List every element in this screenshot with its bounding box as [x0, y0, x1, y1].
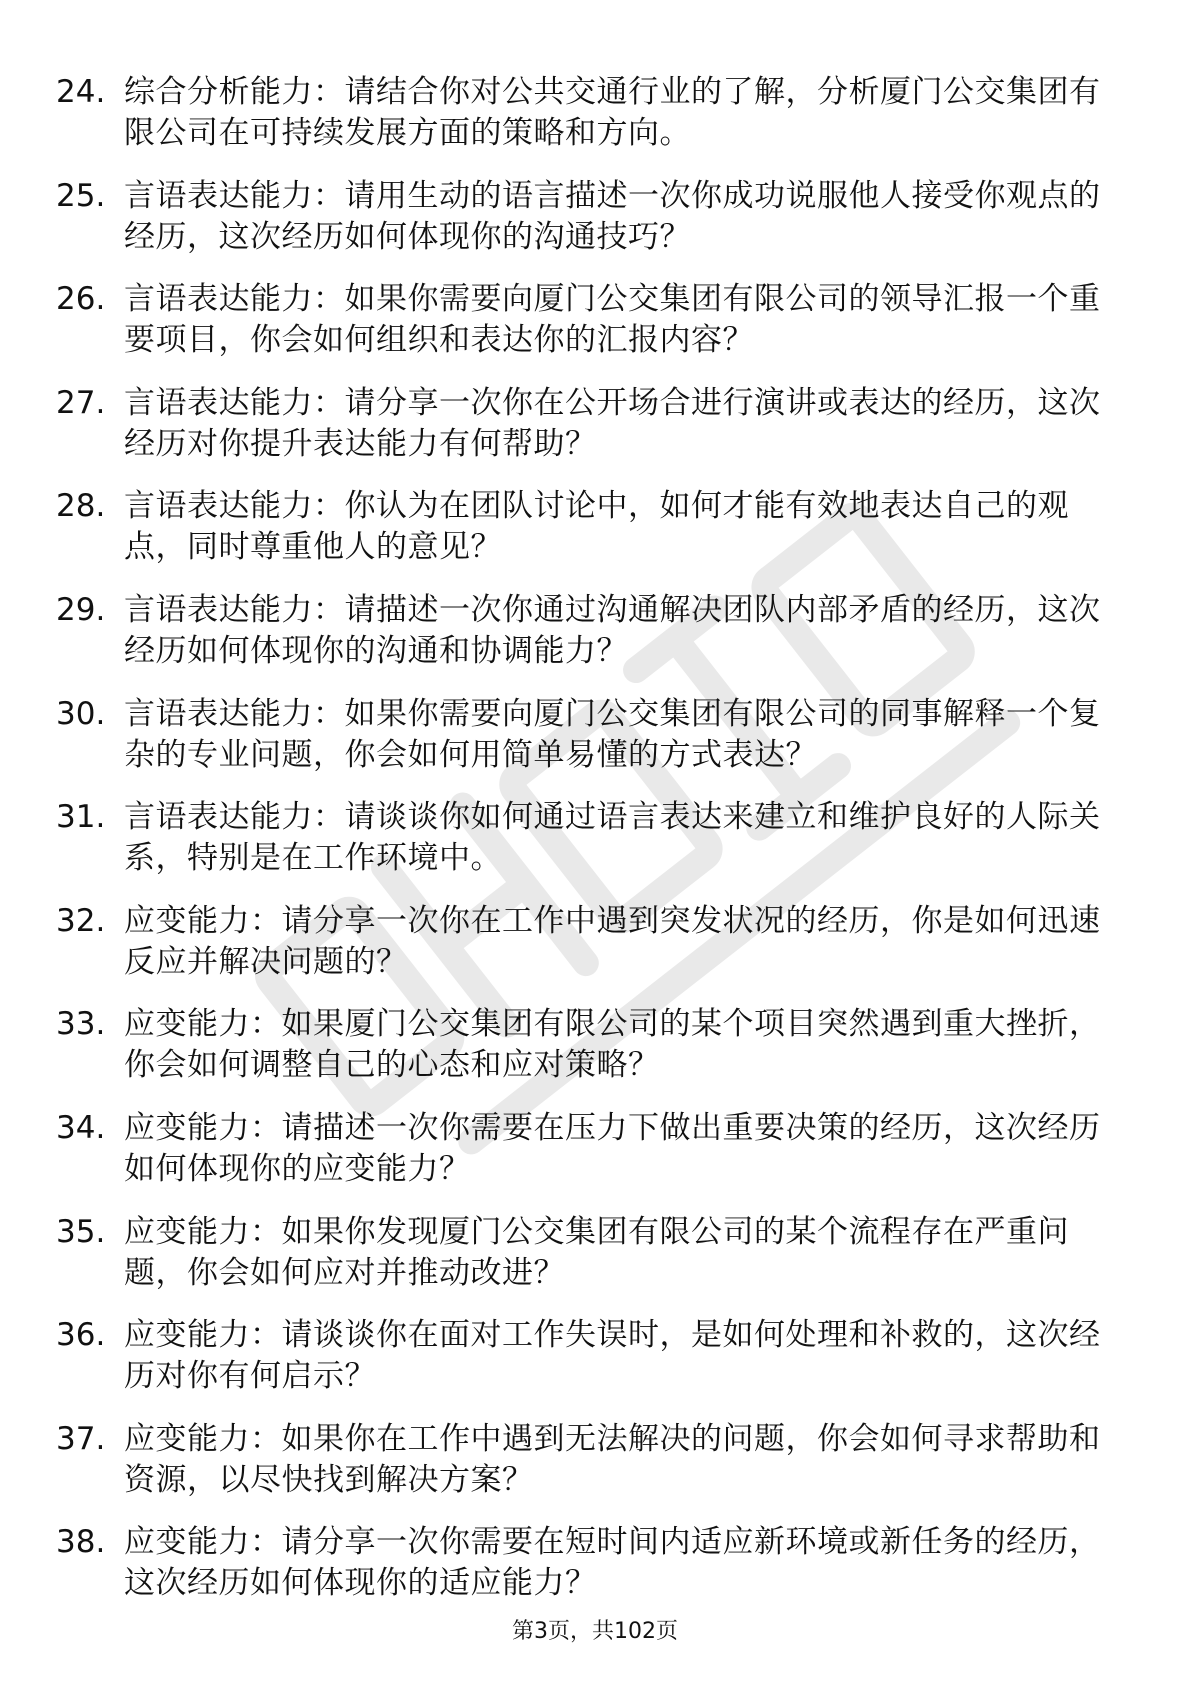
question-item-31 — [56, 797, 1126, 879]
question-item-29 — [56, 590, 1126, 672]
question-text: 应变能力：如果你在工作中遇到无法解决的问题，你会如何寻求帮助和资源，以尽快找到解决方案？ — [124, 1420, 1101, 1498]
question-text: 应变能力：如果厦门公交集团有限公司的某个项目突然遇到重大挫折，你会如何调整自己的心态和应对策略？ — [124, 1006, 1101, 1084]
question-item-38 — [56, 1522, 1126, 1604]
question-text: 应变能力：请谈谈你在面对工作失误时，是如何处理和补救的，这次经历对你有何启示？ — [124, 1317, 1101, 1395]
question-item-24 — [56, 72, 1126, 154]
question-item-33 — [56, 1004, 1126, 1086]
question-item-32 — [56, 901, 1126, 983]
question-item-35 — [56, 1212, 1126, 1294]
question-number: 33. — [56, 1006, 106, 1043]
question-number: 32. — [56, 902, 106, 939]
question-number: 35. — [56, 1213, 106, 1250]
question-text: 言语表达能力：如果你需要向厦门公交集团有限公司的同事解释一个复杂的专业问题，你会如何用简单易懂的方式表达？ — [124, 695, 1101, 773]
question-number: 34. — [56, 1109, 106, 1146]
question-text: 应变能力：请分享一次你在工作中遇到突发状况的经历，你是如何迅速反应并解决问题的？ — [124, 902, 1101, 980]
question-text: 言语表达能力：请分享一次你在公开场合进行演讲或表达的经历，这次经历对你提升表达能力有何帮助？ — [124, 384, 1101, 462]
question-number: 26. — [56, 281, 106, 318]
question-text: 应变能力：请描述一次你需要在压力下做出重要决策的经历，这次经历如何体现你的应变能力？ — [124, 1109, 1101, 1187]
question-item-28 — [56, 486, 1126, 568]
question-number: 25. — [56, 177, 106, 214]
question-item-36 — [56, 1315, 1126, 1397]
question-number: 38. — [56, 1524, 106, 1561]
question-item-25 — [56, 176, 1126, 258]
question-text: 言语表达能力：请描述一次你通过沟通解决团队内部矛盾的经历，这次经历如何体现你的沟通和协调能力？ — [124, 591, 1101, 669]
question-item-26 — [56, 279, 1126, 361]
question-number: 37. — [56, 1420, 106, 1457]
question-item-30 — [56, 694, 1126, 776]
question-item-27 — [56, 383, 1126, 465]
question-list — [56, 72, 1126, 1626]
question-number: 28. — [56, 488, 106, 525]
question-number: 36. — [56, 1317, 106, 1354]
question-item-37 — [56, 1419, 1126, 1501]
question-text: 应变能力：请分享一次你需要在短时间内适应新环境或新任务的经历，这次经历如何体现你的适应能力？ — [124, 1524, 1101, 1602]
question-number: 29. — [56, 591, 106, 628]
page-number-label: 第3页，共102页 — [512, 1619, 678, 1644]
question-text: 应变能力：如果你发现厦门公交集团有限公司的某个流程存在严重问题，你会如何应对并推动改进？ — [124, 1213, 1069, 1291]
question-text: 言语表达能力：如果你需要向厦门公交集团有限公司的领导汇报一个重要项目，你会如何组织和表达你的汇报内容？ — [124, 281, 1101, 359]
question-text: 言语表达能力：请用生动的语言描述一次你成功说服他人接受你观点的经历，这次经历如何体现你的沟通技巧？ — [124, 177, 1101, 255]
question-number: 30. — [56, 695, 106, 732]
page-footer — [0, 1618, 1190, 1646]
question-text: 言语表达能力：你认为在团队讨论中，如何才能有效地表达自己的观点，同时尊重他人的意见？ — [124, 488, 1069, 566]
question-number: 24. — [56, 74, 106, 110]
question-text: 言语表达能力：请谈谈你如何通过语言表达来建立和维护良好的人际关系，特别是在工作环境中。 — [124, 799, 1101, 877]
question-number: 31. — [56, 799, 106, 836]
question-text: 综合分析能力：请结合你对公共交通行业的了解，分析厦门公交集团有限公司在可持续发展方面的策略和方向。 — [124, 74, 1101, 151]
question-item-34 — [56, 1108, 1126, 1190]
question-number: 27. — [56, 384, 106, 421]
